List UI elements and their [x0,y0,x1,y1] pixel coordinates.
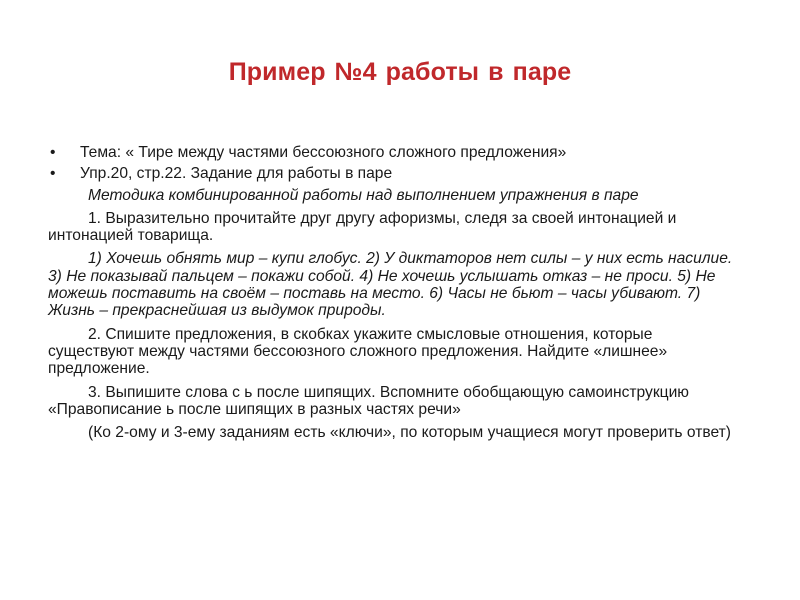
slide-title: Пример №4 работы в паре [228,58,572,86]
bullet-icon: • [50,144,56,161]
task-2: 2. Спишите предложения, в скобках укажите смысловые отношения, которые существуют между частями бессоюзного сложного предложения. Найдите «лишнее» предложение. [48,325,668,378]
task-3: 3. Выпишите слова с ь после шипящих. Вспомните обобщающую самоинструкцию «Правописание ь после шипящих в разных частях речи» [48,383,690,418]
bullet-item-topic [48,144,738,161]
bullet-item-exercise [48,165,738,182]
method-heading: Методика комбинированной работы над выполнением упражнения в паре [88,186,639,204]
slide-content [48,144,738,447]
keys-note: (Ко 2-ому и 3-ему заданиям есть «ключи», по которым учащиеся могут проверить ответ) [88,424,731,442]
bullet-icon: • [50,165,56,183]
bullet-text: Тема: « Тире между частями бессоюзного сложного предложения» [80,144,567,161]
bullet-text: Упр.20, стр.22. Задание для работы в паре [80,165,393,183]
aphorisms-list: 1) Хочешь обнять мир – купи глобус. 2) У диктаторов нет силы – у них есть насилие. 3) Не показывай пальцем – покажи собой. 4) Не хочешь услышать отказ – не проси. 5) Не можешь поставить на своём – поставь на место. 6) Часы не бьют – часы убивают. 7) Жизнь – прекраснейшая из выдумок природы. [48,250,733,320]
task-1: 1. Выразительно прочитайте друг другу афоризмы, следя за своей интонацией и интонацией товарища. [48,209,677,245]
